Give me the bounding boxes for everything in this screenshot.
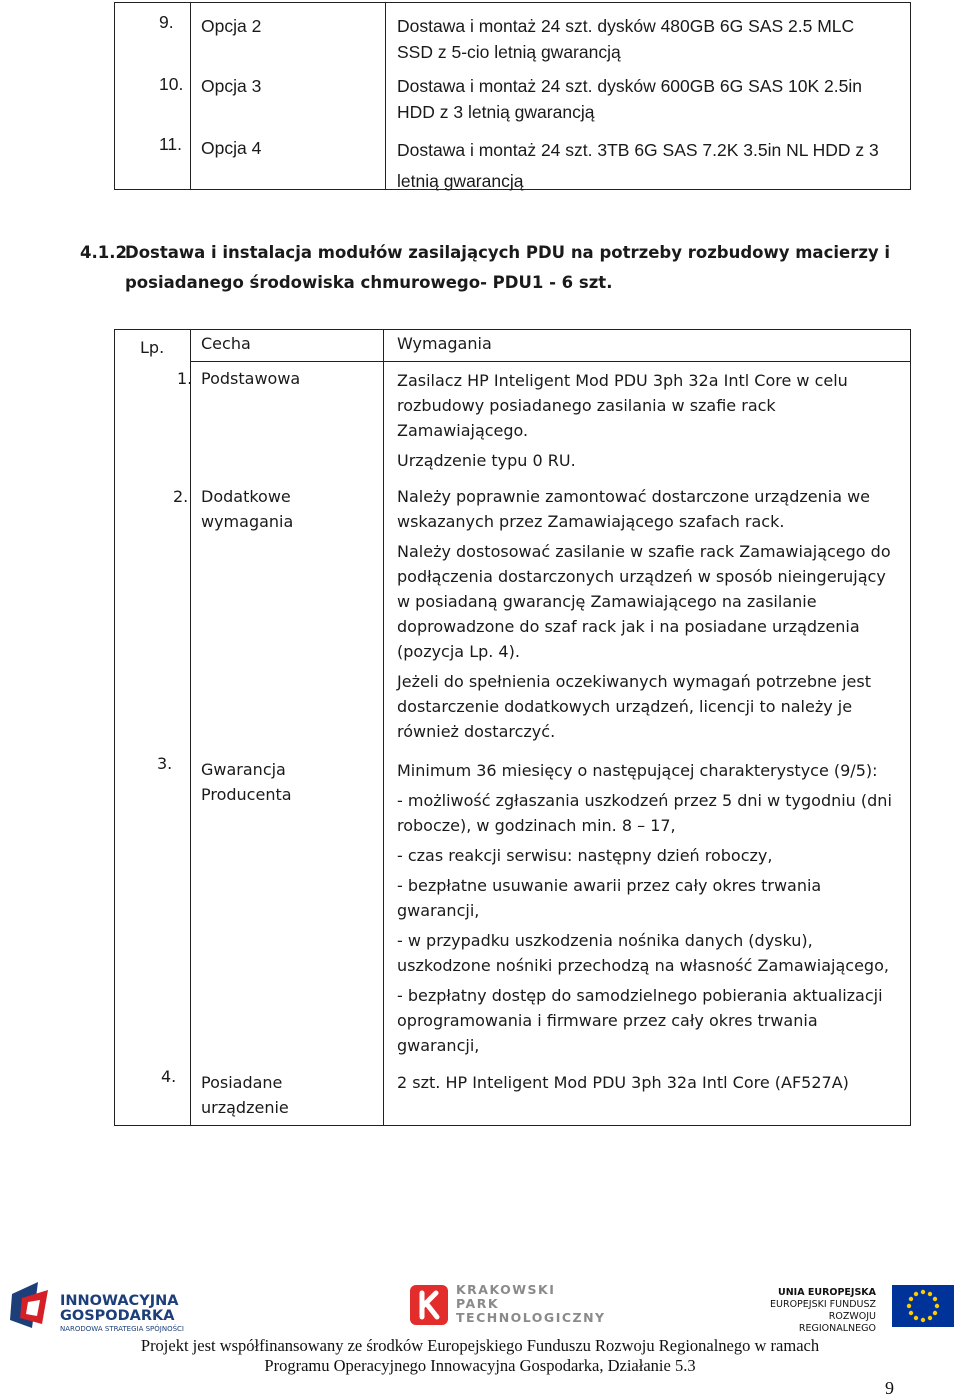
requirement-paragraph: Zasilacz HP Inteligent Mod PDU 3ph 32a Intl Core w celu rozbudowy posiadanego zasilania w szafie rack Zamawiającego. [397, 371, 848, 440]
requirement-paragraph: 2 szt. HP Inteligent Mod PDU 3ph 32a Intl Core (AF527A) [397, 1073, 849, 1092]
option-description [397, 73, 897, 125]
feature-name: Podstawowa [201, 369, 301, 388]
logo-text: NARODOWA STRATEGIA SPÓJNOŚCI [60, 1325, 184, 1333]
logo-text: TECHNOLOGICZNY [456, 1310, 606, 1325]
header-lp: Lp. [140, 338, 165, 357]
options-table [114, 2, 911, 190]
header-divider [190, 361, 910, 362]
row-number: 10. [159, 74, 184, 94]
logo-text: INNOWACYJNA [60, 1293, 179, 1309]
requirement-paragraph: Urządzenie typu 0 RU. [397, 451, 576, 470]
column-divider [190, 330, 191, 1125]
logo-text: GOSPODARKA [60, 1308, 175, 1324]
requirement-paragraph: - bezpłatne usuwanie awarii przez cały okres trwania gwarancji, [397, 876, 822, 920]
footer-line: Projekt jest współfinansowany ze środków Europejskiego Funduszu Rozwoju Regionalnego w ramach [140, 1336, 820, 1355]
logo-text: KRAKOWSKI [456, 1282, 556, 1297]
option-description [397, 13, 897, 65]
kpt-logo [410, 1283, 610, 1331]
kpt-emblem-icon [410, 1285, 448, 1325]
feature-name: Gwarancja Producenta [201, 760, 292, 804]
row-number: 2. [173, 487, 189, 506]
requirement-text [397, 1070, 902, 1100]
innowacyjna-gospodarka-logo [8, 1280, 208, 1332]
ig-emblem-icon [8, 1280, 52, 1330]
header-requirements: Wymagania [397, 334, 492, 353]
requirement-text [397, 484, 902, 749]
option-description [397, 135, 897, 197]
requirement-paragraph: Należy dostosować zasilanie w szafie rack Zamawiającego do podłączenia dostarczonych urządzeń w sposób nieingerujący w posiadaną gwarancję Zamawiającego na zasilanie doprowadzone do szaf rack jak i na posiadane urządzenia (pozycja Lp. 4). [397, 542, 891, 661]
footer-funding-note [60, 1336, 900, 1376]
logo-text: PARK [456, 1296, 499, 1311]
footer-logos [0, 1275, 960, 1335]
description-line: Dostawa i montaż 24 szt. 3TB 6G SAS 7.2K 3.5in NL HDD z 3 [397, 140, 879, 160]
row-number: 9. [159, 12, 174, 32]
description-line: Dostawa i montaż 24 szt. dysków 480GB 6G SAS 2.5 MLC [397, 16, 855, 36]
logo-text: ROZWOJU REGIONALNEGO [798, 1311, 876, 1334]
header-feature: Cecha [201, 334, 251, 353]
feature-name: Dodatkowe wymagania [201, 487, 294, 531]
option-name: Opcja 3 [201, 76, 262, 96]
eu-flag-icon [892, 1285, 954, 1327]
row-number: 11. [159, 134, 183, 154]
section-number: 4.1.2 [80, 243, 127, 262]
option-name: Opcja 2 [201, 16, 262, 36]
row-number: 1. [177, 369, 193, 388]
requirement-text [397, 368, 902, 478]
description-line: letnią gwarancją [397, 171, 524, 191]
page-number: 9 [885, 1378, 894, 1398]
column-divider [383, 330, 384, 1125]
description-line: SSD z 5-cio letnią gwarancją [397, 42, 621, 62]
column-divider [190, 3, 191, 189]
row-number: 4. [161, 1067, 177, 1086]
column-divider [385, 3, 386, 189]
description-line: Dostawa i montaż 24 szt. dysków 600GB 6G SAS 10K 2.5in [397, 76, 862, 96]
footer-line: Programu Operacyjnego Innowacyjna Gospodarka, Działanie 5.3 [264, 1356, 696, 1375]
requirement-paragraph: - możliwość zgłaszania uszkodzeń przez 5 dni w tygodniu (dni robocze), w godzinach min. 8 – 17, [397, 791, 892, 835]
requirement-paragraph: Minimum 36 miesięcy o następującej charakterystyce (9/5): [397, 761, 878, 780]
eu-logo [756, 1285, 956, 1334]
description-line: HDD z 3 letnią gwarancją [397, 102, 595, 122]
requirement-text [397, 758, 902, 1063]
requirements-table [114, 329, 911, 1126]
requirement-paragraph: - bezpłatny dostęp do samodzielnego pobierania aktualizacji oprogramowania i firmware przez cały okres trwania gwarancji, [397, 986, 883, 1055]
feature-name: Posiadane urządzenie [201, 1073, 289, 1117]
requirement-paragraph: Jeżeli do spełnienia oczekiwanych wymagań potrzebne jest dostarczenie dodatkowych urządzeń, licencji to należy je również dostarczyć. [397, 672, 871, 741]
requirement-paragraph: - czas reakcji serwisu: następny dzień roboczy, [397, 846, 773, 865]
logo-text: EUROPEJSKI FUNDUSZ [770, 1299, 876, 1310]
requirement-paragraph: Należy poprawnie zamontować dostarczone urządzenia we wskazanych przez Zamawiającego szafach rack. [397, 487, 871, 531]
logo-text: UNIA EUROPEJSKA [778, 1287, 876, 1298]
requirement-paragraph: - w przypadku uszkodzenia nośnika danych (dysku), uszkodzone nośniki przechodzą na własność Zamawiającego, [397, 931, 889, 975]
section-title: Dostawa i instalacja modułów zasilających PDU na potrzeby rozbudowy macierzy i posiadanego środowiska chmurowego- PDU1 - 6 szt. [125, 243, 891, 292]
option-name: Opcja 4 [201, 138, 262, 158]
row-number: 3. [157, 754, 173, 773]
